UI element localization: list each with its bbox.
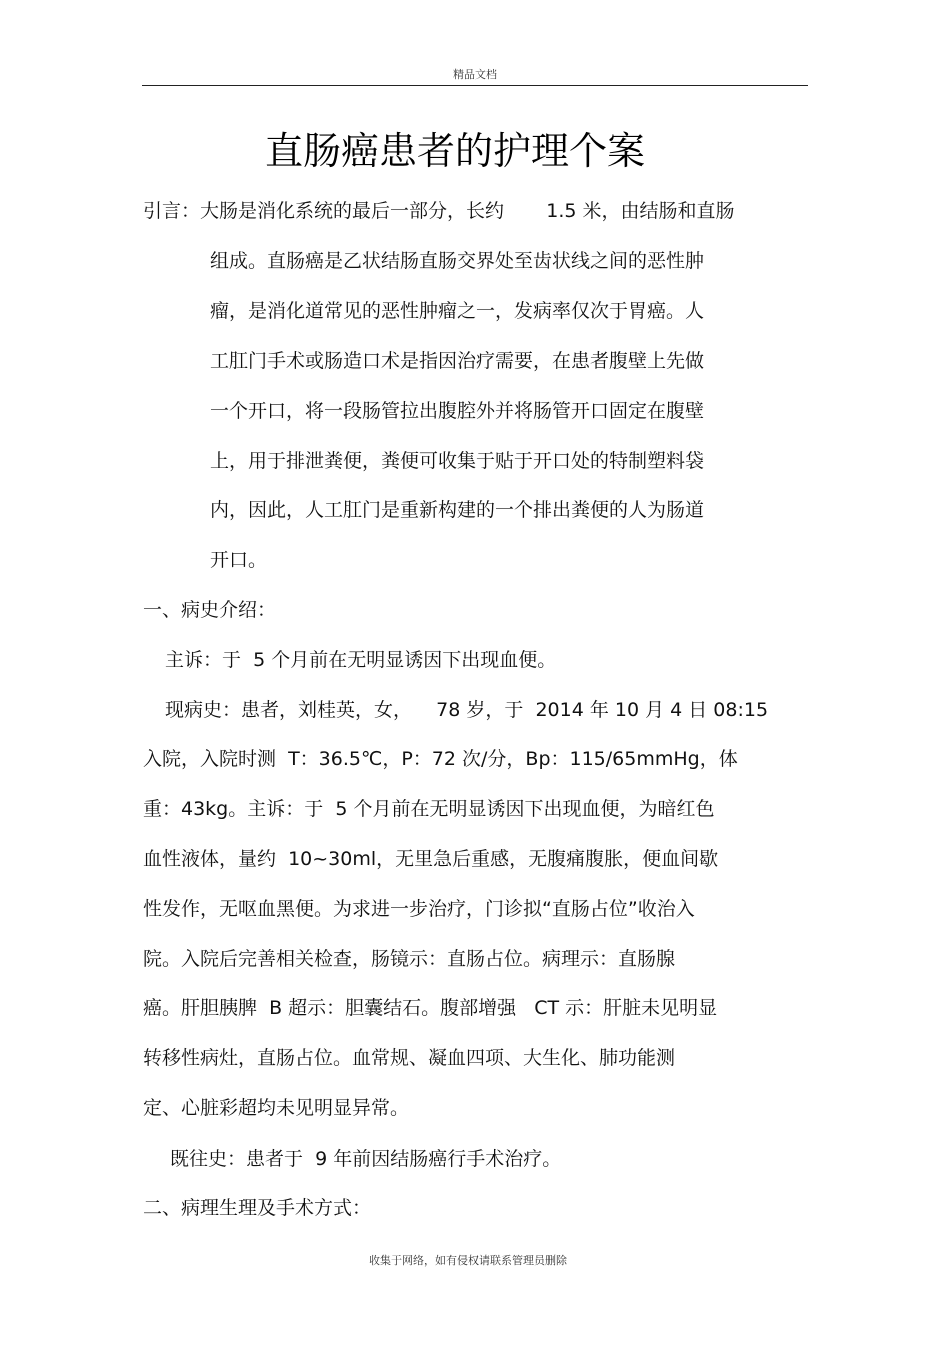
intro-line: 开口。: [210, 549, 268, 571]
page-footer-label: 收集于网络，如有侵权请联系管理员删除: [369, 1254, 567, 1267]
present-history-line: 性发作，无呕血黑便。为求进一步治疗，门诊拟“直肠占位”收治入: [143, 898, 695, 920]
intro-line: 内，因此，人工肛门是重新构建的一个排出粪便的人为肠道: [210, 499, 705, 521]
present-history-line: 血性液体，量约 10~30ml，无里急后重感，无腹痛腹胀，便血间歇: [143, 848, 719, 870]
section-heading: 一、病史介绍：: [143, 599, 277, 621]
past-history: 既往史：患者于 9 年前因结肠癌行手术治疗。: [170, 1148, 562, 1170]
present-history-line: 癌。肝胆胰脾 B 超示：胆囊结石。腹部增强 CT 示：肝脏未见明显: [143, 997, 718, 1019]
intro-line: 工肛门手术或肠造口术是指因治疗需要，在患者腹壁上先做: [210, 350, 705, 372]
intro-line: 引言：大肠是消化系统的最后一部分，长约 1.5 米，由结肠和直肠: [143, 200, 735, 222]
header-divider: [142, 85, 808, 86]
present-history-line: 入院，入院时测 T：36.5℃，P：72 次/分，Bp：115/65mmHg，体: [143, 748, 738, 770]
page-header-label: 精品文档: [453, 68, 497, 81]
intro-line: 上，用于排泄粪便，粪便可收集于贴于开口处的特制塑料袋: [210, 450, 705, 472]
intro-line: 组成。直肠癌是乙状结肠直肠交界处至齿状线之间的恶性肿: [210, 250, 705, 272]
section-heading: 二、病理生理及手术方式：: [143, 1197, 372, 1219]
present-history-line: 转移性病灶，直肠占位。血常规、凝血四项、大生化、肺功能测: [143, 1047, 676, 1069]
present-history-line: 定、心脏彩超均未见明显异常。: [143, 1097, 410, 1119]
present-history-line: 重：43kg。主诉：于 5 个月前在无明显诱因下出现血便，为暗红色: [143, 798, 715, 820]
present-history-line: 现病史：患者，刘桂英，女， 78 岁，于 2014 年 10 月 4 日 08:15: [165, 699, 769, 721]
chief-complaint: 主诉：于 5 个月前在无明显诱因下出现血便。: [165, 649, 557, 671]
document-title: 直肠癌患者的护理个案: [264, 129, 645, 173]
intro-line: 一个开口，将一段肠管拉出腹腔外并将肠管开口固定在腹壁: [210, 400, 705, 422]
present-history-line: 院。入院后完善相关检查，肠镜示：直肠占位。病理示：直肠腺: [143, 948, 676, 970]
intro-line: 瘤，是消化道常见的恶性肿瘤之一，发病率仅次于胃癌。人: [210, 300, 705, 322]
